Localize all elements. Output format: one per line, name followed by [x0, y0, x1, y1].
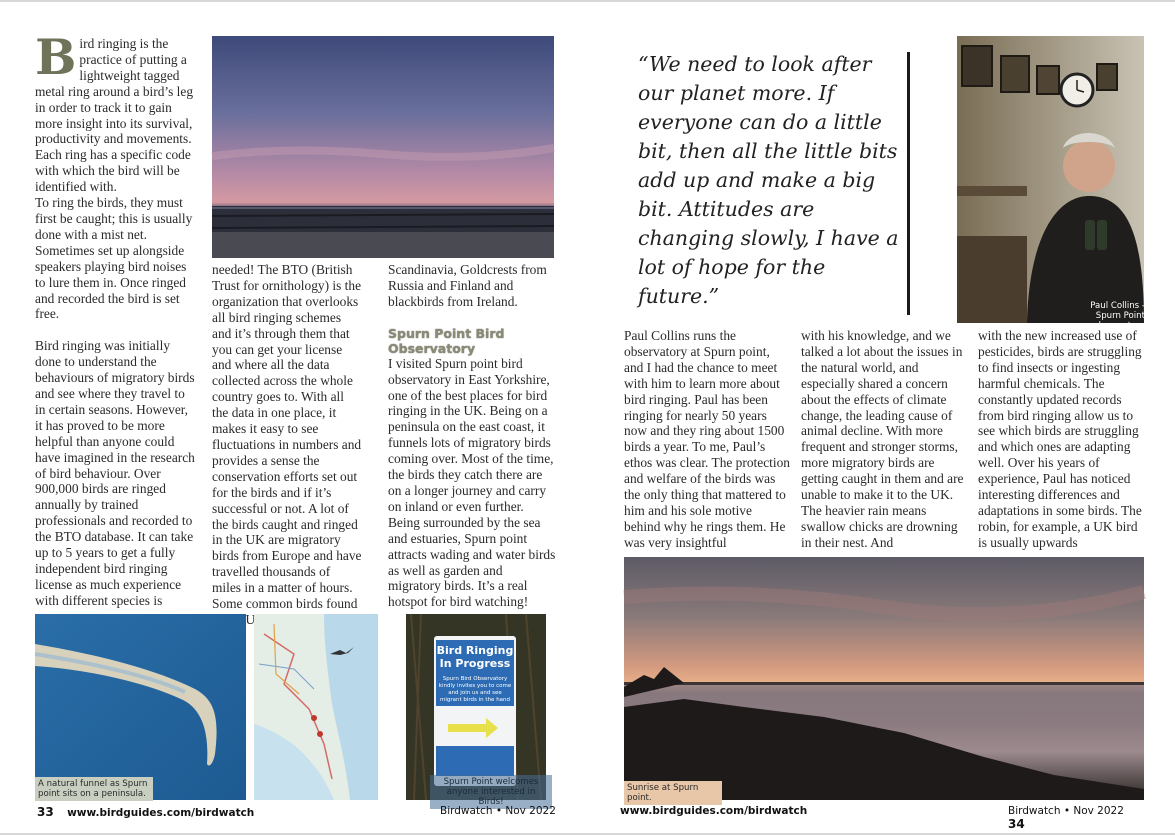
right-column-3: [978, 328, 1146, 552]
pull-quote: “We need to look after our planet more. If everyone can do a little bit, then all the little bits add up and make a big bit. Attitudes are changing slowly, I have a lot of hope for the future.”: [638, 52, 899, 308]
footer-url-left[interactable]: www.birdguides.com/birdwatch: [67, 807, 255, 819]
paragraph-spurn-visit: I visited Spurn point bird observatory in East Yorkshire, one of the best places for bird ringing in the UK. Being on a peninsula on the east coast, it funnels lots of migratory birds coming over. Most of the time, the birds they catch there are on a longer journey and carry on inland or even further. Being surrounded by the sea and estuaries, Spurn point attracts wading and water birds as well as garden and migratory birds. It’s a real hotspot for bird watching!: [388, 355, 556, 610]
caption-peninsula: A natural funnel as Spurn point sits on a peninsula.: [35, 777, 153, 801]
footer-issue-right: Birdwatch • Nov 2022: [1008, 805, 1124, 817]
paragraph-history: Bird ringing was initially done to understand the behaviours of migratory birds and see where they travel to in certain seasons. However, it has proved to be more helpful than anyone could have imagined in the research of bird behaviour. Over 900,000 birds are ringed annually by trained professionals and recorded to the BTO database. It can take up to 5 years to get a fully independent bird ringing license as much experience with different species is: [35, 338, 195, 608]
paragraph-paul-collins: Paul Collins runs the observatory at Spurn point, and I had the chance to meet with him to learn more about bird ringing. Paul has been ringing for nearly 50 years now and they ring about 1500 birds a year. To me, Paul’s ethos was clear. The protection and welfare of the birds was the only thing that mattered to him and his sole motive behind why he rings them. He was very insightful: [624, 328, 790, 550]
quote-divider: [907, 52, 910, 315]
paragraph-adaptations: with the new increased use of pesticides, birds are struggling to find insects or ingesting harmful chemicals. The constantly updated records from bird ringing allow us to see which birds are struggling and which ones are adapting well. Over his years of experience, Paul has noticed interesting differences and adaptations in some birds. The robin, for example, a UK bird is usually upwards: [978, 328, 1142, 550]
footer-right: [1008, 805, 1148, 831]
right-column-1: [624, 328, 790, 552]
paragraph-origins: Scandinavia, Goldcrests from Russia and Finland and blackbirds from Ireland.: [388, 262, 547, 309]
right-column-2: [801, 328, 967, 552]
paragraph-catching: To ring the birds, they must first be caught; this is usually done with a mist net. Sometimes set up alongside speakers playing bird noises to lure them in. Once ringed and recorded the bird is set free.: [35, 195, 193, 322]
map-spurn-point: [254, 614, 378, 800]
photo-paul-collins: [957, 36, 1144, 323]
paragraph-bto: needed! The BTO (British Trust for ornithology) is the organization that overlooks all bird ringing schemes and it’s through them that you can get your license and where all the data collected across the whole country goes to. With all the data in one place, it makes it easy to see fluctuations in numbers and provides a sense the conservation efforts set out for the birds and if it’s successful or not. A lot of the birds caught and ringed in the UK are migratory birds from Europe and have travelled thousands of miles in a matter of hours. Some common birds found: [212, 262, 362, 612]
paragraph-climate: with his knowledge, and we talked a lot about the issues in the natural world, and especially shared a concern about the effects of climate change, the leading cause of animal decline. With more frequent and stronger storms, more migratory birds are getting caught in them and are unable to make it to the UK. The heavier rain means swallow chicks are drowning in their nest. And: [801, 328, 964, 550]
photo-aerial-peninsula: [35, 614, 246, 800]
footer-left: [37, 805, 337, 819]
sign-body: Spurn Bird Observatory kindly invites you to come and join us and see migrant birds in the hand: [438, 676, 512, 703]
photo-sunrise-spurn: [624, 557, 1144, 800]
footer-url-right-link[interactable]: www.birdguides.com/birdwatch: [620, 805, 808, 817]
caption-sign: Spurn Point welcomes anyone interested in Birds!: [430, 775, 552, 809]
page-number-right: 34: [1008, 817, 1025, 831]
page-number-left: 33: [37, 805, 54, 819]
footer-issue-left: Birdwatch • Nov 2022: [440, 805, 556, 817]
sign-title: Bird Ringing In Progress: [436, 644, 514, 670]
caption-sunrise: Sunrise at Spurn point.: [624, 781, 722, 805]
section-heading: Spurn Point Bird Observatory: [388, 325, 505, 356]
photo-bird-ringing-sign: [406, 614, 546, 800]
footer-url-right: [620, 805, 820, 817]
left-column-1: [35, 28, 197, 608]
caption-portrait: Paul Collins - Spurn Point observatory: [1090, 301, 1145, 331]
dropcap-letter: B: [35, 28, 77, 86]
photo-dusk-seafront: [212, 36, 554, 258]
page-top-border: [0, 0, 1175, 2]
intro-paragraph: ird ringing is the practice of putting a lightweight tagged metal ring around a bird’s leg in order to track it to gain more insight into its survival, productivity and movements. Each ring has a specific code with which the bird will be identified with.: [35, 36, 194, 195]
left-column-3: [388, 262, 556, 608]
left-column-2: [212, 262, 362, 612]
